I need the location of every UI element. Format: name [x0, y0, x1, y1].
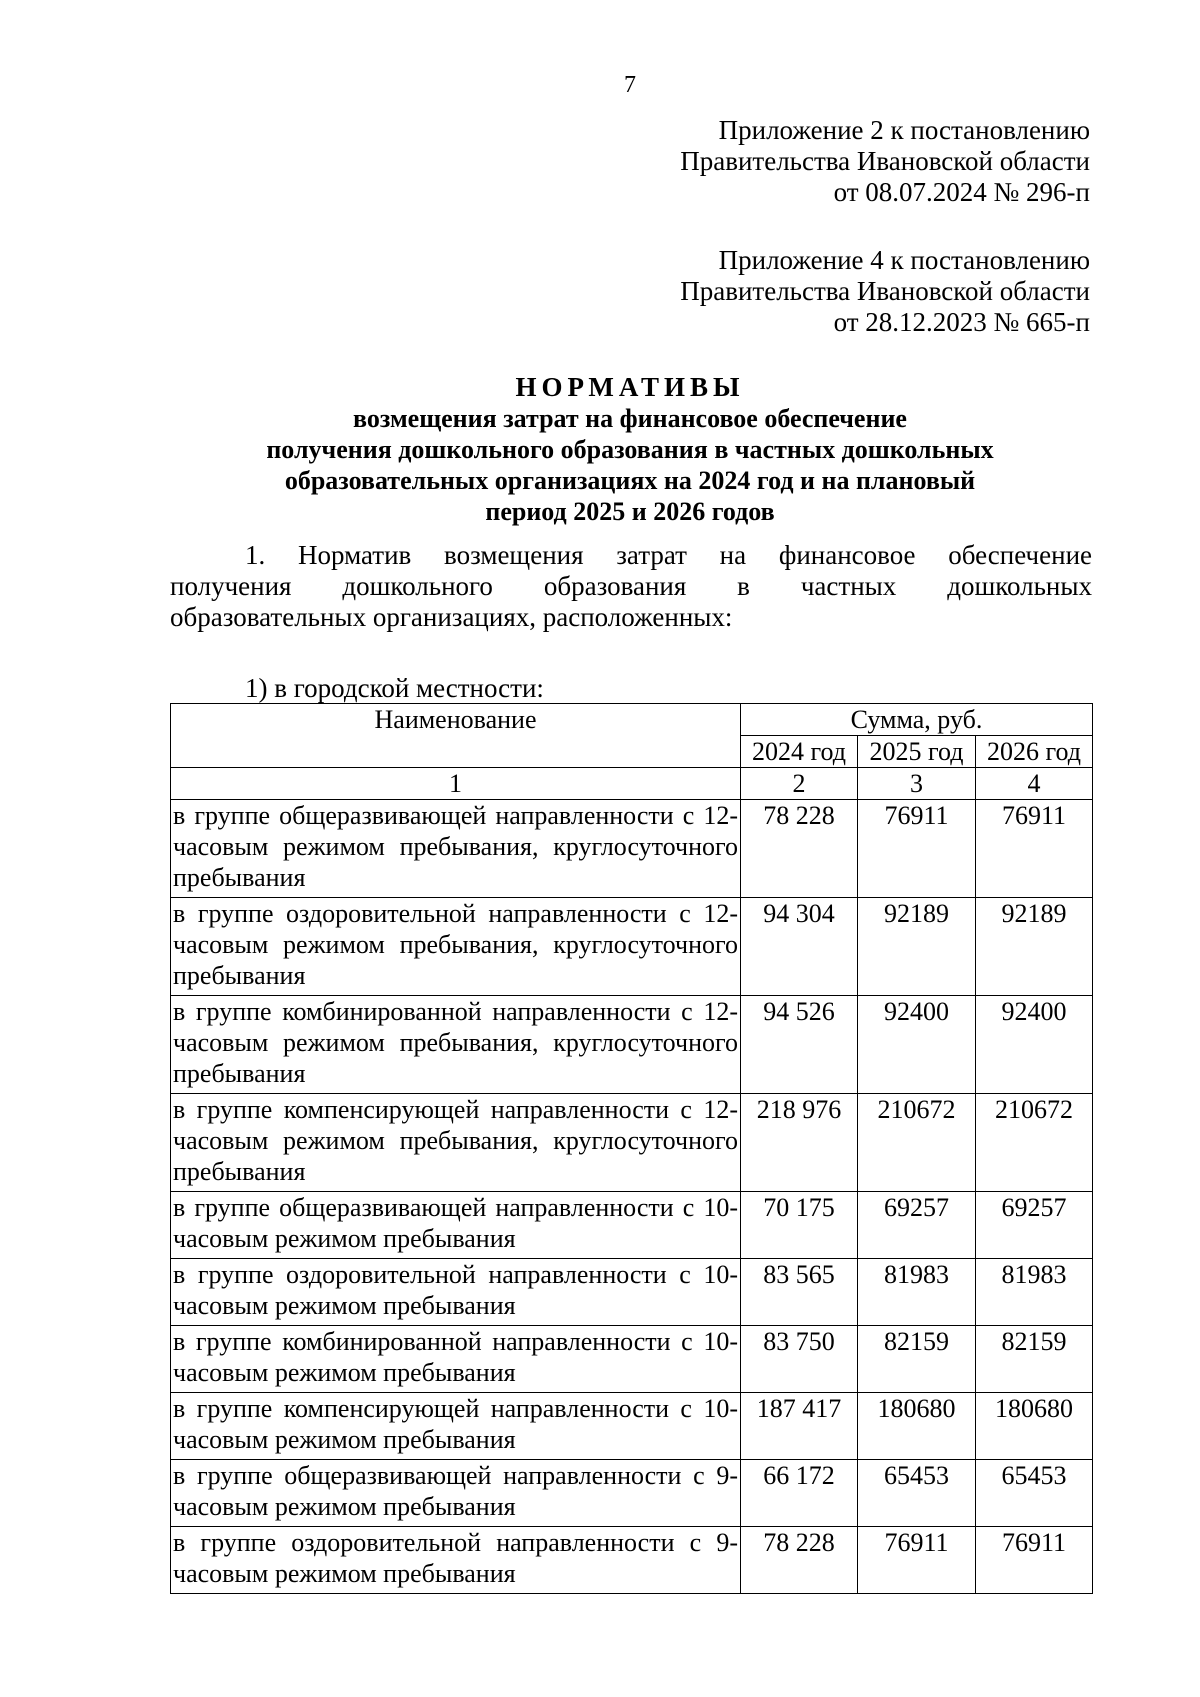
- paragraph-1: [170, 540, 1092, 633]
- value-2025: 210672: [858, 1094, 976, 1192]
- appendix-reference-current: [680, 115, 1090, 208]
- table-row: [171, 1326, 1093, 1393]
- row-name: в группе комбинированной направленности с 12-часовым режимом пребывания, круглосуточного пребывания: [171, 996, 741, 1094]
- appendix-reference-original: [680, 245, 1090, 338]
- value-2025: 76911: [858, 1527, 976, 1594]
- value-2024: 94 304: [741, 898, 858, 996]
- table-row: [171, 1393, 1093, 1460]
- value-2025: 69257: [858, 1192, 976, 1259]
- value-2026: 76911: [976, 1527, 1093, 1594]
- table-row: [171, 1094, 1093, 1192]
- value-2025: 76911: [858, 800, 976, 898]
- column-number: 2: [741, 768, 858, 800]
- header-year: 2024 год: [741, 736, 858, 768]
- value-2025: 180680: [858, 1393, 976, 1460]
- appendix-line: Правительства Ивановской области: [680, 146, 1090, 176]
- table-row: [171, 1527, 1093, 1594]
- row-name: в группе общеразвивающей направленности с 10-часовым режимом пребывания: [171, 1192, 741, 1259]
- appendix-line: Приложение 2 к постановлению: [718, 115, 1090, 145]
- column-number: 4: [976, 768, 1093, 800]
- value-2025: 92189: [858, 898, 976, 996]
- row-name: в группе компенсирующей направленности с 10-часовым режимом пребывания: [171, 1393, 741, 1460]
- value-2024: 83 750: [741, 1326, 858, 1393]
- column-number: 3: [858, 768, 976, 800]
- value-2024: 187 417: [741, 1393, 858, 1460]
- paragraph-line: 1. Норматив возмещения затрат на финансовое обеспечение: [245, 540, 1092, 570]
- appendix-line: от 08.07.2024 № 296-п: [833, 177, 1090, 207]
- header-name: Наименование: [171, 704, 741, 768]
- table-row: [171, 1259, 1093, 1326]
- value-2026: 65453: [976, 1460, 1093, 1527]
- value-2024: 78 228: [741, 800, 858, 898]
- table-row: [171, 800, 1093, 898]
- norms-table: [170, 703, 1093, 1594]
- value-2026: 92189: [976, 898, 1093, 996]
- row-name: в группе комбинированной направленности с 10-часовым режимом пребывания: [171, 1326, 741, 1393]
- table-row: [171, 898, 1093, 996]
- paragraph-line: получения дошкольного образования в частных дошкольных: [170, 571, 1092, 601]
- heading-line: образовательных организациях на 2024 год и на плановый: [284, 466, 976, 495]
- value-2024: 83 565: [741, 1259, 858, 1326]
- value-2026: 92400: [976, 996, 1093, 1094]
- value-2025: 81983: [858, 1259, 976, 1326]
- value-2024: 78 228: [741, 1527, 858, 1594]
- row-name: в группе компенсирующей направленности с 12-часовым режимом пребывания, круглосуточного пребывания: [171, 1094, 741, 1192]
- heading-line: возмещения затрат на финансовое обеспечение: [353, 404, 907, 433]
- subitem-urban: 1) в городской местности:: [245, 673, 544, 703]
- row-name: в группе оздоровительной направленности с 9-часовым режимом пребывания: [171, 1527, 741, 1594]
- header-sum: Сумма, руб.: [741, 704, 1093, 736]
- value-2025: 92400: [858, 996, 976, 1094]
- value-2026: 76911: [976, 800, 1093, 898]
- value-2025: 82159: [858, 1326, 976, 1393]
- page-number: 7: [624, 72, 636, 98]
- value-2024: 94 526: [741, 996, 858, 1094]
- value-2024: 218 976: [741, 1094, 858, 1192]
- table-row: [171, 996, 1093, 1094]
- document-title: НОРМАТИВЫ: [515, 372, 745, 402]
- value-2025: 65453: [858, 1460, 976, 1527]
- table-row: [171, 1192, 1093, 1259]
- document-heading: [170, 372, 1090, 527]
- header-year: 2025 год: [858, 736, 976, 768]
- row-name: в группе оздоровительной направленности с 10-часовым режимом пребывания: [171, 1259, 741, 1326]
- value-2024: 70 175: [741, 1192, 858, 1259]
- appendix-line: Правительства Ивановской области: [680, 276, 1090, 306]
- value-2026: 180680: [976, 1393, 1093, 1460]
- value-2026: 69257: [976, 1192, 1093, 1259]
- row-name: в группе оздоровительной направленности с 12-часовым режимом пребывания, круглосуточного пребывания: [171, 898, 741, 996]
- value-2026: 210672: [976, 1094, 1093, 1192]
- heading-line: период 2025 и 2026 годов: [485, 497, 775, 526]
- column-number: 1: [171, 768, 741, 800]
- header-year: 2026 год: [976, 736, 1093, 768]
- row-name: в группе общеразвивающей направленности с 9-часовым режимом пребывания: [171, 1460, 741, 1527]
- value-2026: 82159: [976, 1326, 1093, 1393]
- paragraph-line: образовательных организациях, расположенных:: [170, 602, 733, 632]
- row-name: в группе общеразвивающей направленности с 12-часовым режимом пребывания, круглосуточного пребывания: [171, 800, 741, 898]
- value-2026: 81983: [976, 1259, 1093, 1326]
- heading-line: получения дошкольного образования в частных дошкольных: [266, 435, 994, 464]
- value-2024: 66 172: [741, 1460, 858, 1527]
- table-row: [171, 1460, 1093, 1527]
- appendix-line: Приложение 4 к постановлению: [718, 245, 1090, 275]
- appendix-line: от 28.12.2023 № 665-п: [833, 307, 1090, 337]
